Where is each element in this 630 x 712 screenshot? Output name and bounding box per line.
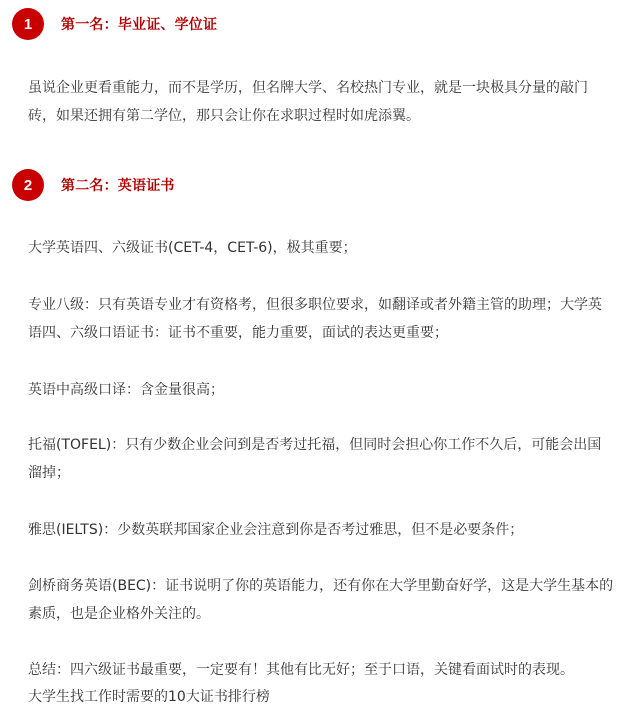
section-header-2: [12, 168, 175, 202]
paragraph-toefl: 托福(TOFEL)：只有少数企业会问到是否考过托福，但同时会担心你工作不久后，可能会出国溜掉；: [28, 437, 602, 481]
paragraph-cet: 大学英语四、六级证书(CET-4，CET-6)，极其重要；: [28, 240, 357, 256]
number-badge-2: 2: [12, 169, 44, 201]
number-badge-1: 1: [12, 8, 44, 40]
paragraph-ielts: 雅思(IELTS)：少数英联邦国家企业会注意到你是否考过雅思，但不是必要条件；: [28, 522, 524, 538]
paragraph-summary: 总结：四六级证书最重要，一定要有！其他有比无好；至于口语，关键看面试时的表现。: [28, 662, 574, 678]
section-title-2: 第二名：英语证书: [61, 178, 175, 194]
section-title-1: 第一名：毕业证、学位证: [61, 17, 218, 33]
paragraph-ranking-title: 大学生找工作时需要的10大证书排行榜: [28, 689, 270, 705]
paragraph-bec: 剑桥商务英语(BEC)：证书说明了你的英语能力，还有你在大学里勤奋好学，这是大学生基本的素质，也是企业格外关注的。: [28, 578, 614, 622]
paragraph-intro: 虽说企业更看重能力，而不是学历，但名牌大学、名校热门专业，就是一块极具分量的敲门砖，如果还拥有第二学位，那只会让你在求职过程时如虎添翼。: [28, 80, 588, 124]
paragraph-tem8: 专业八级：只有英语专业才有资格考，但很多职位要求，如翻译或者外籍主管的助理；大学英语四、六级口语证书：证书不重要，能力重要，面试的表达更重要；: [28, 297, 602, 341]
section-header-1: [12, 7, 217, 41]
paragraph-interpretation: 英语中高级口译：含金量很高；: [28, 382, 224, 398]
